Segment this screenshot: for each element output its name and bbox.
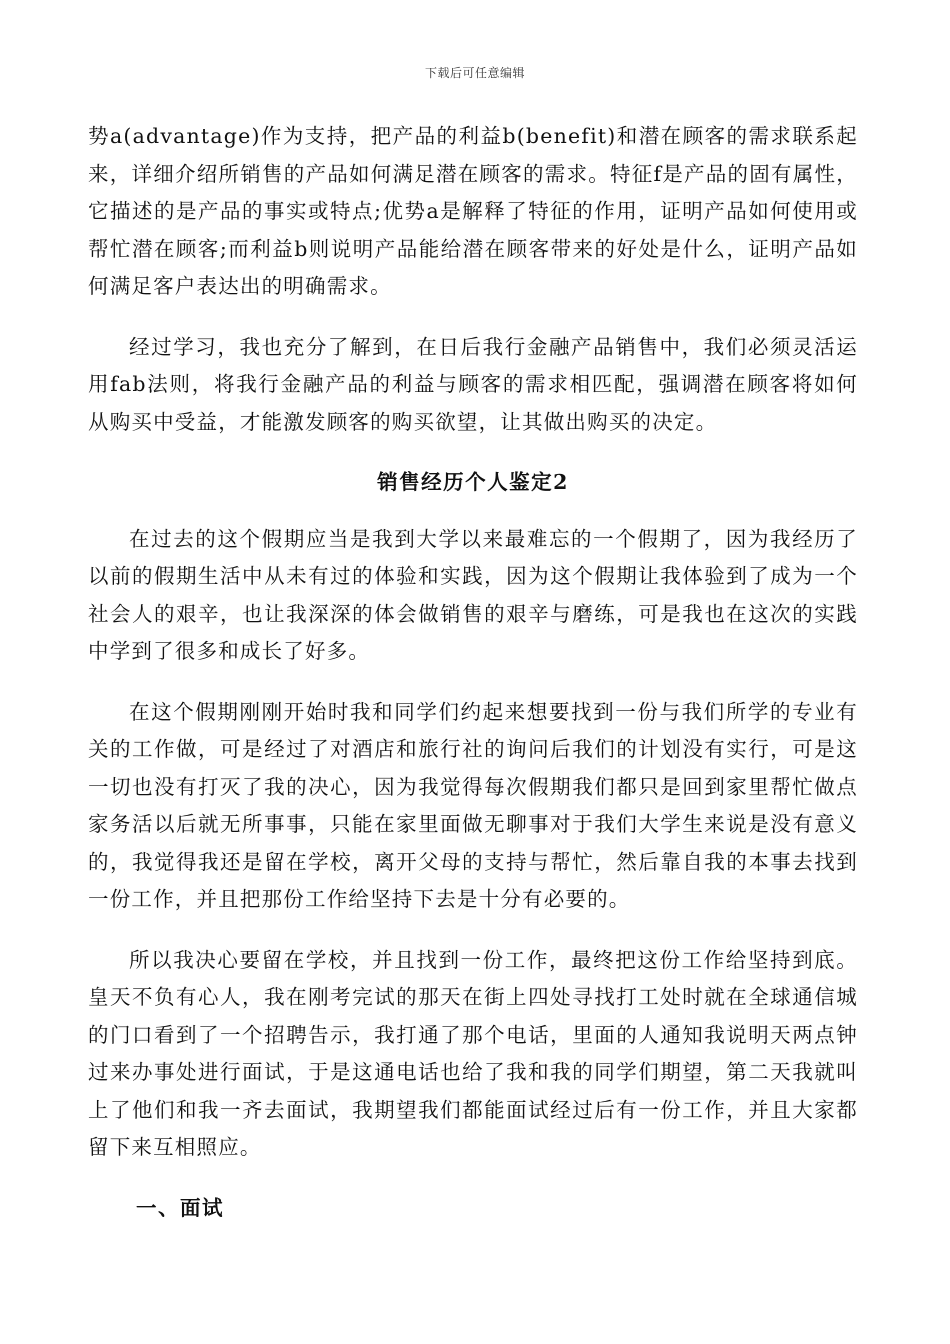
paragraph-job-search: 在这个假期刚刚开始时我和同学们约起来想要找到一份与我们所学的专业有关的工作做，可是经过了对酒店和旅行社的询问后我们的计划没有实行，可是这一切也没有打灭了我的决心，因为我觉得每次假期我们都只是回到家里帮忙做点家务活以后就无所事事，只能在家里面做无聊事对于我们大学生来说是没有意义的，我觉得我还是留在学校，离开父母的支持与帮忙，然后靠自我的本事去找到一份工作，并且把那份工作给坚持下去是十分有必要的。 bbox=[88, 699, 858, 911]
paragraph-decision: 所以我决心要留在学校，并且找到一份工作，最终把这份工作给坚持到底。皇天不负有心人，我在刚考完试的那天在街上四处寻找打工处时就在全球通信城的门口看到了一个招聘告示，我打通了那个电话，里面的人通知我说明天两点钟过来办事处进行面试，于是这通电话也给了我和我的同学们期望，第二天我就叫上了他们和我一齐去面试，我期望我们都能面试经过后有一份工作，并且大家都留下来互相照应。 bbox=[88, 947, 858, 1159]
paragraph-fab-application: 经过学习，我也充分了解到，在日后我行金融产品销售中，我们必须灵活运用fab法则，将我行金融产品的利益与顾客的需求相匹配，强调潜在顾客将如何从购买中受益，才能激发顾客的购买欲望，让其做出购买的决定。 bbox=[88, 334, 858, 434]
section-title: 销售经历个人鉴定2 bbox=[377, 470, 569, 494]
paragraph-vacation-intro: 在过去的这个假期应当是我到大学以来最难忘的一个假期了，因为我经历了以前的假期生活中从未有过的体验和实践，因为这个假期让我体验到了成为一个社会人的艰辛，也让我深深的体会做销售的艰辛与磨练，可是我也在这次的实践中学到了很多和成长了好多。 bbox=[88, 526, 858, 663]
paragraph-fab-explanation: 势a(advantage)作为支持，把产品的利益b(benefit)和潜在顾客的需求联系起来，详细介绍所销售的产品如何满足潜在顾客的需求。特征f是产品的固有属性，它描述的是产品的事实或特点;优势a是解释了特征的作用，证明产品如何使用或帮忙潜在顾客;而利益b则说明产品能给潜在顾客带来的好处是什么，证明产品如何满足客户表达出的明确需求。 bbox=[88, 124, 858, 298]
page-header-note: 下载后可任意编辑 bbox=[424, 66, 525, 80]
document-body bbox=[88, 118, 858, 1227]
sub-heading-interview: 一、面试 bbox=[136, 1195, 224, 1220]
